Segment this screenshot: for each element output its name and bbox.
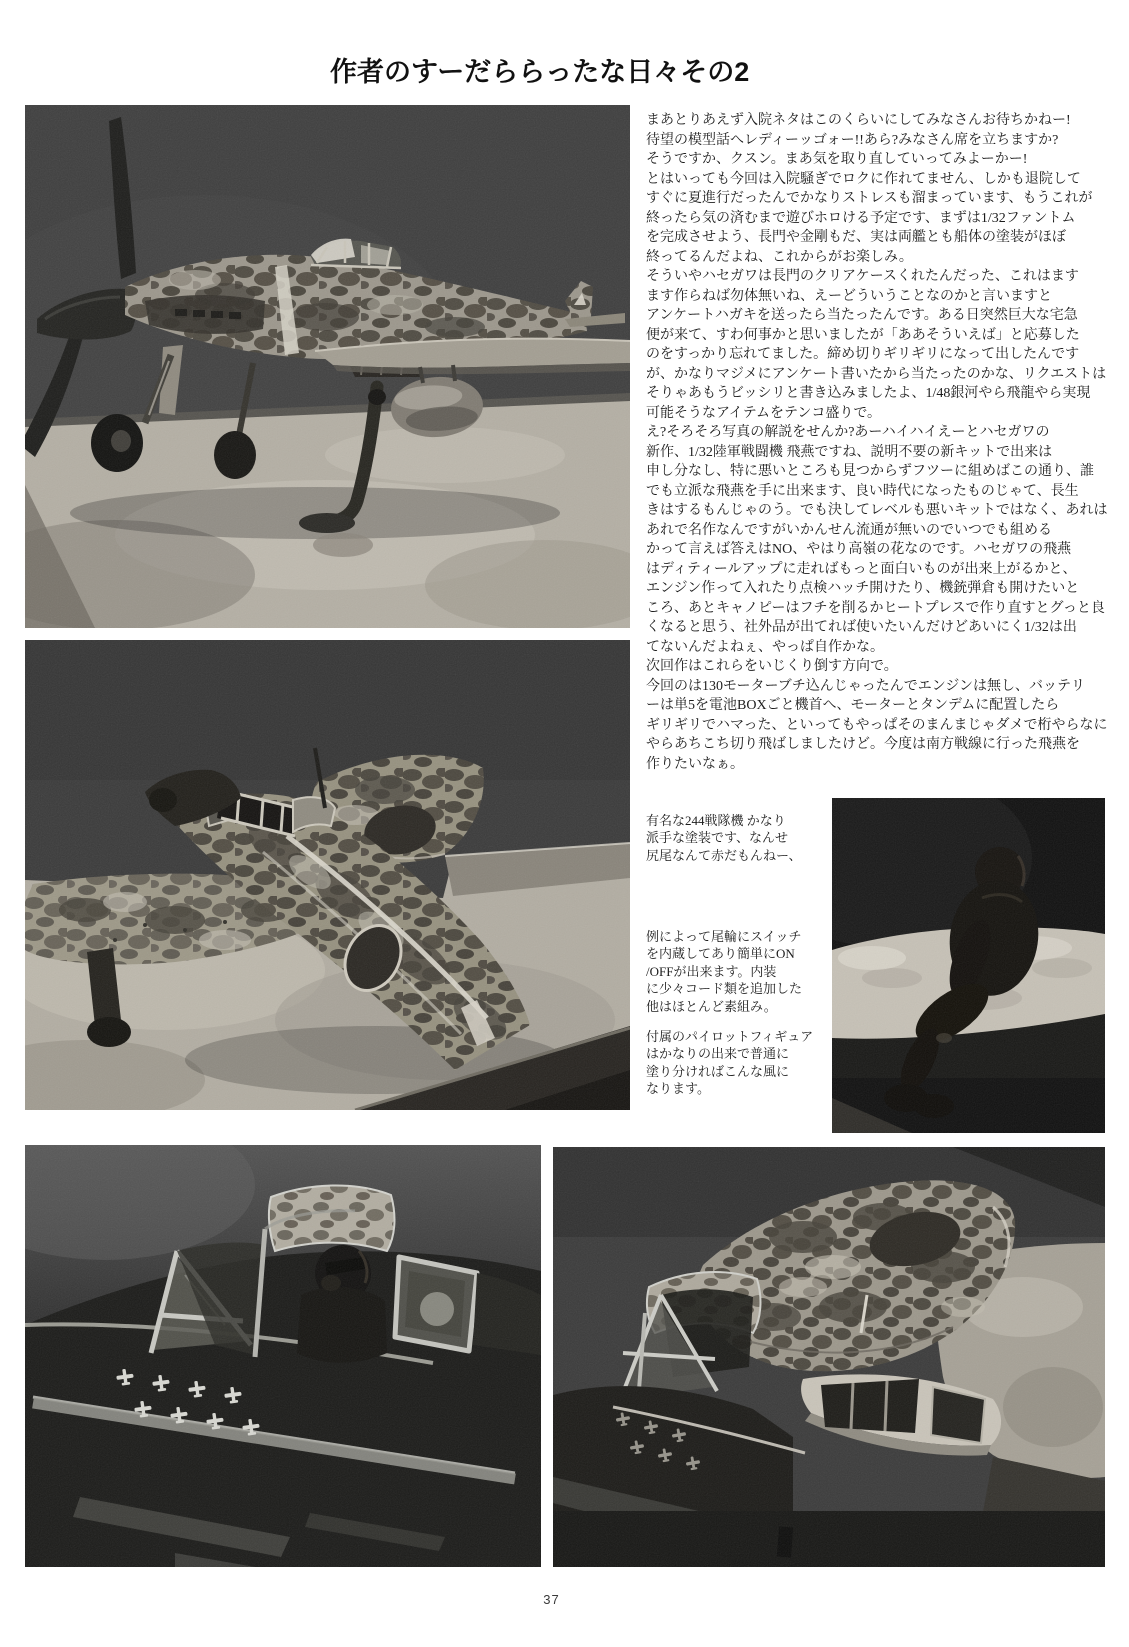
film-grain (25, 1145, 541, 1567)
text-line: 塗り分ければこんな風に (646, 1063, 790, 1079)
text-line: 新作、1/32陸軍戦闘機 飛燕ですね、説明不要の新キットで出来は (646, 444, 1053, 460)
text-line: あれで名作なんですがいかんせん流通が無いのでいつでも組める (646, 522, 1052, 538)
text-line: きはするもんじゃのう。でも決してレベルも悪いキットではなく、あれは (646, 503, 1108, 518)
article-text (646, 111, 1112, 774)
photo-pilot-figure (832, 798, 1105, 1133)
text-line: とはいっても今回は入院騒ぎでロクに作れてません、しかも退院して (646, 171, 1081, 187)
text-line: なります。 (646, 1081, 710, 1097)
text-line: はかなりの出来で普通に (646, 1046, 790, 1062)
text-line: ギリギリでハマった、といってもやっぱそのまんまじゃダメで桁やらなに (646, 717, 1108, 733)
text-line: を内蔵してあり簡単にON (646, 946, 795, 962)
text-line: のをすっかり忘れてました。締め切りギリギリになって出したんです (646, 347, 1080, 362)
photo-hien-front-quarter (25, 640, 630, 1110)
text-line: 他はほとんど素組み。 (646, 998, 777, 1014)
text-line: 終ったら気の済むまで遊びホロける予定です、まずは1/32ファントム (646, 210, 1076, 226)
caption-244-sentai (646, 812, 826, 864)
text-line: すぐに夏進行だったんでかなりストレスも溜まっています、もうこれが (646, 191, 1093, 206)
text-line: 派手な塗装です、なんせ (646, 830, 788, 846)
text-line: 次回作はこれらをいじくり倒す方向で。 (646, 659, 898, 674)
page-number: 37 (543, 1592, 560, 1607)
text-line: 便が来て、すわ何事かと思いましたが「ああそういえば」と応募した (646, 327, 1080, 343)
text-line: ます作らねば勿体無いね、えーどういうことなのかと言いますと (646, 288, 1052, 304)
text-line: を完成させよう、長門や金剛もだ、実は両艦とも船体の塗装がほぼ (646, 230, 1066, 245)
film-grain (832, 798, 1105, 1133)
text-line: 付属のパイロットフィギュア (646, 1029, 814, 1044)
text-line: くなると思う、社外品が出てれば使いたいんだけどあいにく1/32は出 (646, 620, 1077, 635)
text-line: そりゃあもうビッシリと書き込みましたよ、1/48銀河やら飛龍やら実現 (646, 386, 1091, 401)
film-grain (25, 640, 630, 1110)
text-line: 終ってるんだよね、これからがお楽しみ。 (646, 249, 913, 265)
text-line: に少々コード類を追加した (646, 981, 803, 997)
text-line: 今回のは130モーターブチ込んじゃったんでエンジンは無し、バッテリ (646, 678, 1086, 694)
text-line: でも立派な飛燕を手に出来ます、良い時代になったものじゃて、長生 (646, 483, 1079, 499)
text-line: /OFFが出来ます。内装 (646, 963, 777, 979)
text-line: そういやハセガワは長門のクリアケースくれたんだった、これはます (646, 269, 1079, 284)
text-line: やらあちこち切り飛ばしましたけど。今度は南方戦線に行った飛燕を (646, 737, 1080, 752)
text-line: ころ、あとキャノピーはフチを削るかヒートプレスで作り直すとグっと良 (646, 600, 1105, 616)
photo-cockpit-closeup (25, 1145, 541, 1567)
film-grain (553, 1147, 1105, 1567)
text-line: 有名な244戦隊機 かなり (646, 813, 786, 828)
text-line: アンケートハガキを送ったら当たったんです。ある日突然巨大な宅急 (646, 308, 1078, 323)
photo-hien-side-profile (25, 105, 630, 628)
caption-tailwheel-switch (646, 928, 826, 1015)
text-line: が、かなりマジメにアンケート書いたから当たったのかな、リクエストは (646, 366, 1107, 382)
text-line: はディティールアップに走ればもっと面白いものが出来上がるかと、 (646, 561, 1077, 577)
caption-pilot-figure (646, 1028, 826, 1098)
text-line: てないんだよねぇ、やっぱ自作かな。 (646, 639, 884, 655)
text-line: ーは単5を電池BOXごと機首へ、モーターとタンデムに配置したら (646, 698, 1060, 713)
film-grain (25, 105, 630, 628)
text-line: 尻尾なんて赤だもんねー、 (646, 847, 802, 863)
text-line: 申し分なし、特に悪いところも見つからずフツーに組めばこの通り、誰 (646, 464, 1094, 479)
text-line: 例によって尾輪にスイッチ (646, 929, 802, 944)
text-line: え?そろそろ写真の解説をせんか?あーハイハイえーとハセガワの (646, 425, 1050, 440)
text-line: エンジン作って入れたり点検ハッチ開けたり、機銃弾倉も開けたいと (646, 581, 1080, 596)
text-line: 待望の模型話へレディーッゴォー!!あら?みなさん席を立ちますか? (646, 132, 1059, 148)
text-line: 作りたいなぁ。 (646, 756, 744, 772)
text-line: 可能そうなアイテムをテンコ盛りで。 (646, 405, 882, 421)
text-line: そうですか、クスン。まあ気を取り直していってみよーかー! (646, 152, 1028, 167)
text-line: まあとりあえず入院ネタはこのくらいにしてみなさんお待ちかねー! (646, 113, 1071, 128)
text-line: かって言えば答えはNO、やはり高嶺の花なのです。ハセガワの飛燕 (646, 542, 1072, 557)
photo-hien-rear-quarter (553, 1147, 1105, 1567)
page-title: 作者のすーだららったな日々その2 (330, 57, 750, 87)
